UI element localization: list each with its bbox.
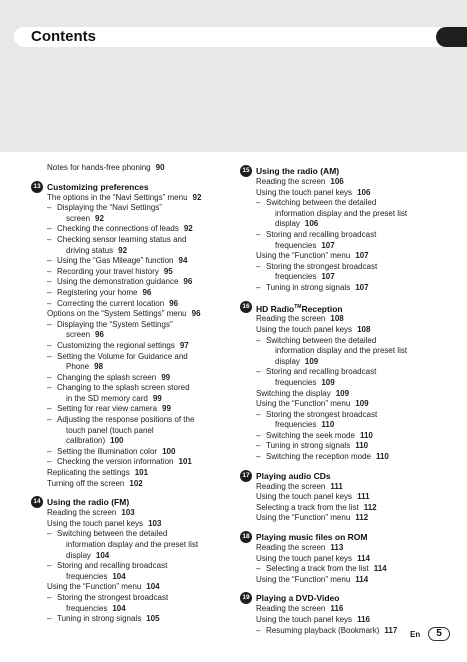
toc-section-heading: 13 Customizing preferences bbox=[31, 181, 231, 193]
toc-subentry-cont: calibration) 100 bbox=[66, 436, 124, 446]
toc-subentry-cont: touch panel (touch panel bbox=[66, 425, 154, 435]
toc-subentry: – Setting for rear view camera 99 bbox=[31, 404, 231, 415]
toc-subentry: – Storing the strongest broadcast bbox=[240, 410, 455, 421]
toc-section-heading: 19 Playing a DVD-Video bbox=[240, 592, 455, 604]
toc-entry: Using the “Function” menu 112 bbox=[256, 513, 369, 523]
toc-subentry-cont: display 109 bbox=[275, 356, 319, 366]
toc-section-heading: 14 Using the radio (FM) bbox=[31, 496, 231, 508]
toc-section-heading: 16 HD Radio™Reception bbox=[240, 301, 455, 315]
toc-subentry-cont: frequencies 107 bbox=[275, 240, 335, 250]
toc-subentry-cont: screen 92 bbox=[66, 213, 104, 223]
toc-subentry-cont: frequencies 110 bbox=[275, 420, 335, 430]
toc-subentry-cont: display 106 bbox=[275, 219, 319, 229]
chapter-tab bbox=[436, 27, 467, 47]
toc-entry: Reading the screen 103 bbox=[47, 508, 135, 518]
toc-entry: Using the touch panel keys 111 bbox=[256, 492, 370, 502]
toc-subentry: – Using the “Gas Mileage” function 94 bbox=[31, 256, 231, 267]
section-number-badge: 13 bbox=[31, 181, 43, 193]
section-number-badge: 17 bbox=[240, 470, 252, 482]
toc-subentry-cont: Phone 98 bbox=[66, 362, 104, 372]
toc-subentry: – Checking sensor learning status and bbox=[31, 235, 231, 246]
toc-subentry: – Storing and recalling broadcast bbox=[240, 230, 455, 241]
toc-subentry: – Checking the connections of leads 92 bbox=[31, 224, 231, 235]
language-label: En bbox=[410, 630, 421, 639]
toc-section-heading: 18 Playing music files on ROM bbox=[240, 531, 455, 543]
toc-subentry: – Resuming playback (Bookmark) 117 bbox=[240, 626, 455, 637]
toc-subentry-cont: frequencies 107 bbox=[275, 272, 335, 282]
toc-subentry: – Changing the splash screen 99 bbox=[31, 373, 231, 384]
section-number-badge: 19 bbox=[240, 592, 252, 604]
toc-subentry: – Correcting the current location 96 bbox=[31, 299, 231, 310]
toc-subentry-cont: frequencies 104 bbox=[66, 603, 126, 613]
toc-entry: Options on the “System Settings” menu 96 bbox=[47, 309, 201, 319]
toc-subentry-cont: in the SD memory card 99 bbox=[66, 393, 162, 403]
toc-subentry: – Storing the strongest broadcast bbox=[240, 262, 455, 273]
toc-subentry: – Checking the version information 101 bbox=[31, 457, 231, 468]
toc-section-heading: 15 Using the radio (AM) bbox=[240, 165, 455, 177]
toc-subentry: – Customizing the regional settings 97 bbox=[31, 341, 231, 352]
toc-subentry-cont: display 104 bbox=[66, 550, 110, 560]
toc-entry: Using the touch panel keys 114 bbox=[256, 553, 370, 563]
toc-entry: Using the touch panel keys 103 bbox=[47, 518, 162, 528]
header-band bbox=[0, 0, 467, 152]
toc-subentry: – Switching between the detailed bbox=[31, 529, 231, 540]
toc-subentry: – Switching the seek mode 110 bbox=[240, 431, 455, 442]
toc-entry: Reading the screen 106 bbox=[256, 177, 344, 186]
toc-entry: Replicating the settings 101 bbox=[47, 468, 149, 478]
toc-subentry: – Switching between the detailed bbox=[240, 198, 455, 209]
toc-entry: Using the “Function” menu 107 bbox=[256, 251, 369, 261]
toc-entry: Using the touch panel keys 108 bbox=[256, 324, 371, 334]
toc-subentry-cont: driving status 92 bbox=[66, 245, 128, 255]
toc-subentry-cont: frequencies 109 bbox=[275, 377, 335, 387]
toc-column-left bbox=[31, 163, 231, 625]
toc-subentry: – Switching the reception mode 110 bbox=[240, 452, 455, 463]
toc-entry: Using the touch panel keys 116 bbox=[256, 615, 370, 625]
toc-subentry: – Storing and recalling broadcast bbox=[31, 561, 231, 572]
toc-subentry: – Changing to the splash screen stored bbox=[31, 383, 231, 394]
toc-subentry: – Selecting a track from the list 114 bbox=[240, 564, 455, 575]
toc-entry: Using the “Function” menu 114 bbox=[256, 574, 369, 584]
page-number: 5 bbox=[428, 627, 450, 641]
toc-entry: Reading the screen 113 bbox=[256, 543, 344, 553]
toc-subentry-cont: information display and the preset list bbox=[66, 540, 199, 549]
toc-section-heading: 17 Playing audio CDs bbox=[240, 470, 455, 482]
toc-subentry: – Using the demonstration guidance 96 bbox=[31, 277, 231, 288]
toc-subentry: – Setting the illumination color 100 bbox=[31, 447, 231, 458]
section-number-badge: 14 bbox=[31, 496, 43, 508]
toc-entry: Using the touch panel keys 106 bbox=[256, 187, 371, 197]
toc-entry: The options in the “Navi Settings” menu 92 bbox=[47, 192, 202, 202]
toc-entry: Notes for hands-free phoning 90 bbox=[47, 163, 165, 172]
toc-subentry: – Displaying the “System Settings” bbox=[31, 320, 231, 331]
toc-subentry: – Tuning in strong signals 105 bbox=[31, 614, 231, 625]
toc-subentry: – Tuning in strong signals 110 bbox=[240, 441, 455, 452]
section-number-badge: 16 bbox=[240, 301, 252, 313]
toc-subentry: – Switching between the detailed bbox=[240, 336, 455, 347]
toc-subentry: – Storing and recalling broadcast bbox=[240, 367, 455, 378]
toc-entry: Reading the screen 111 bbox=[256, 481, 343, 491]
toc-subentry-cont: information display and the preset list bbox=[275, 208, 408, 218]
toc-entry: Reading the screen 116 bbox=[256, 604, 344, 614]
toc-subentry-cont: information display and the preset list bbox=[275, 346, 408, 356]
toc-column-right bbox=[240, 163, 455, 636]
toc-entry: Using the “Function” menu 104 bbox=[47, 582, 160, 592]
toc-subentry: – Tuning in strong signals 107 bbox=[240, 283, 455, 294]
toc-entry: Switching the display 109 bbox=[256, 388, 350, 398]
toc-entry: Selecting a track from the list 112 bbox=[256, 502, 377, 512]
toc-subentry: – Displaying the “Navi Settings” bbox=[31, 203, 231, 214]
toc-subentry: – Adjusting the response positions of the bbox=[31, 415, 231, 426]
toc-entry: Using the “Function” menu 109 bbox=[256, 399, 369, 409]
section-number-badge: 15 bbox=[240, 165, 252, 177]
toc-subentry: – Setting the Volume for Guidance and bbox=[31, 352, 231, 363]
toc-subentry-cont: frequencies 104 bbox=[66, 571, 126, 581]
toc-subentry: – Registering your home 96 bbox=[31, 288, 231, 299]
page-title: Contents bbox=[14, 27, 456, 47]
section-number-badge: 18 bbox=[240, 531, 252, 543]
toc-entry: Reading the screen 108 bbox=[256, 314, 344, 324]
toc-subentry: – Recording your travel history 95 bbox=[31, 267, 231, 278]
toc-entry: Turning off the screen 102 bbox=[47, 478, 143, 488]
toc-subentry: – Storing the strongest broadcast bbox=[31, 593, 231, 604]
toc-subentry-cont: screen 96 bbox=[66, 330, 104, 340]
